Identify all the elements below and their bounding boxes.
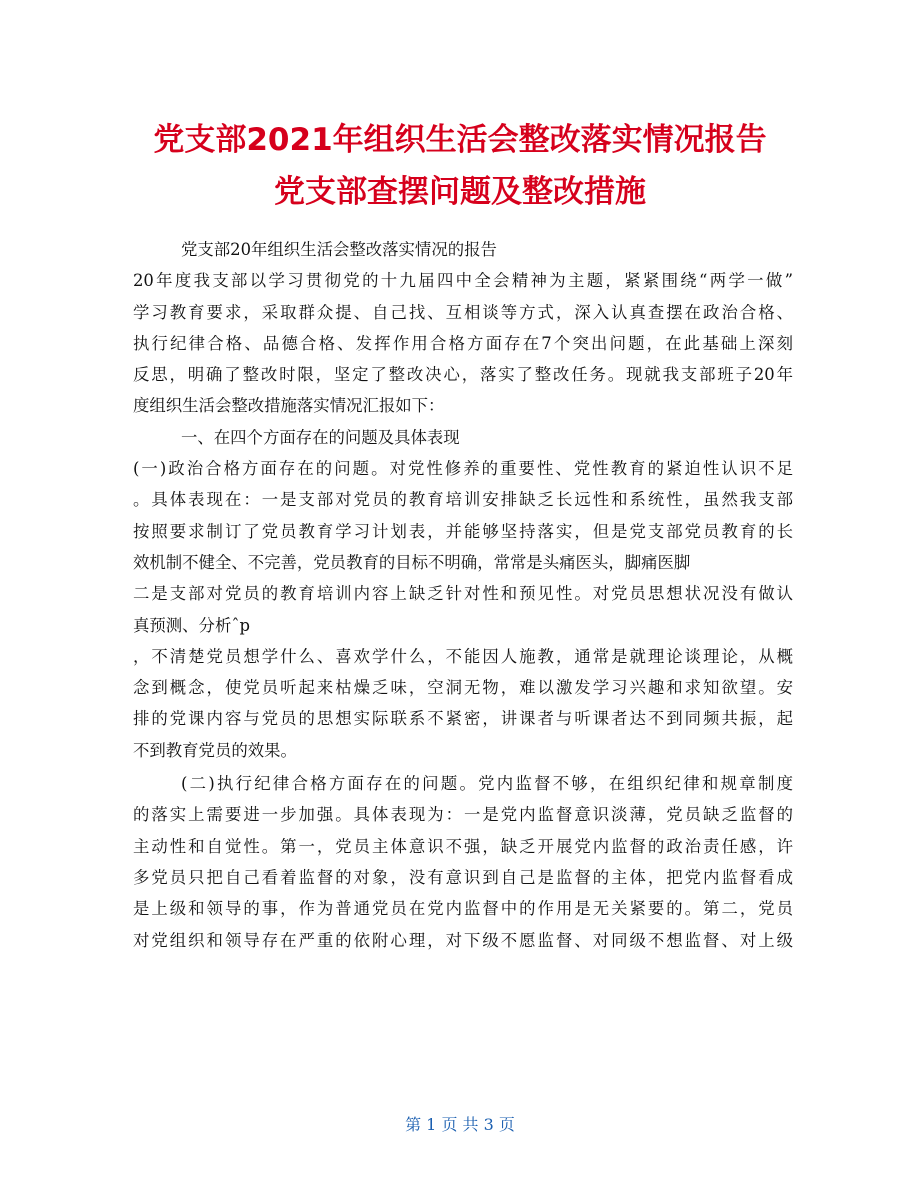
paragraph-line: 度组织生活会整改措施落实情况汇报如下： [133, 396, 445, 416]
paragraph-line: 。具体表现在：一是支部对党员的教育培训安排缺乏长远性和系统性，虽然我支部 [133, 490, 793, 510]
paragraph-line: 不到教育党员的效果。 [133, 740, 297, 760]
paragraph-line: 20年度我支部以学习贯彻党的十九届四中全会精神为主题，紧紧围绕“两学一做” [133, 271, 793, 291]
paragraph-line: 排的党课内容与党员的思想实际联系不紧密，讲课者与听课者达不到同频共振，起 [133, 709, 793, 729]
document-subtitle: 党支部查摆问题及整改措施 [274, 174, 646, 210]
paragraph-line: 学习教育要求，采取群众提、自己找、互相谈等方式，深入认真查摆在政治合格、 [133, 302, 793, 322]
paragraph-line: 真预测、分析ˆp [133, 615, 251, 635]
section-heading: 一、在四个方面存在的问题及具体表现 [181, 427, 460, 447]
paragraph-line: 的落实上需要进一步加强。具体表现为：一是党内监督意识淡薄，党员缺乏监督的 [133, 805, 793, 825]
paragraph-line: 主动性和自觉性。第一，党员主体意识不强，缺乏开展党内监督的政治责任感，许 [133, 836, 793, 856]
paragraph-line: ，不清楚党员想学什么、喜欢学什么，不能因人施教，通常是就理论谈理论，从概 [133, 646, 793, 666]
paragraph-line: 是上级和领导的事，作为普通党员在党内监督中的作用是无关紧要的。第二，党员 [133, 899, 793, 919]
document-body [133, 234, 793, 956]
paragraph-line: 念到概念，使党员听起来枯燥乏味，空洞无物，难以激发学习兴趣和求知欲望。安 [133, 678, 793, 698]
paragraph-line: 二是支部对党员的教育培训内容上缺乏针对性和预见性。对党员思想状况没有做认 [133, 584, 793, 604]
paragraph-line: 执行纪律合格、品德合格、发挥作用合格方面存在7个突出问题，在此基础上深刻 [133, 333, 793, 353]
paragraph-line: 多党员只把自己看着监督的对象，没有意识到自己是监督的主体，把党内监督看成 [133, 867, 793, 887]
paragraph-line: 对党组织和领导存在严重的依附心理，对下级不愿监督、对同级不想监督、对上级 [133, 930, 793, 950]
document-title: 党支部2021年组织生活会整改落实情况报告 [153, 122, 767, 158]
report-heading: 党支部20年组织生活会整改落实情况的报告 [181, 240, 497, 259]
page-number: 第 1 页 共 3 页 [405, 1115, 515, 1134]
paragraph-line: (一)政治合格方面存在的问题。对党性修养的重要性、党性教育的紧迫性认识不足 [133, 459, 793, 479]
section-paragraph-start: (二)执行纪律合格方面存在的问题。党内监督不够，在组织纪律和规章制度 [181, 774, 793, 794]
paragraph-line: 效机制不健全、不完善，党员教育的目标不明确，常常是头痛医头，脚痛医脚 [133, 552, 691, 572]
paragraph-line: 反思，明确了整改时限，坚定了整改决心，落实了整改任务。现就我支部班子20年 [133, 365, 793, 385]
paragraph-line: 按照要求制订了党员教育学习计划表，并能够坚持落实，但是党支部党员教育的长 [133, 521, 793, 541]
